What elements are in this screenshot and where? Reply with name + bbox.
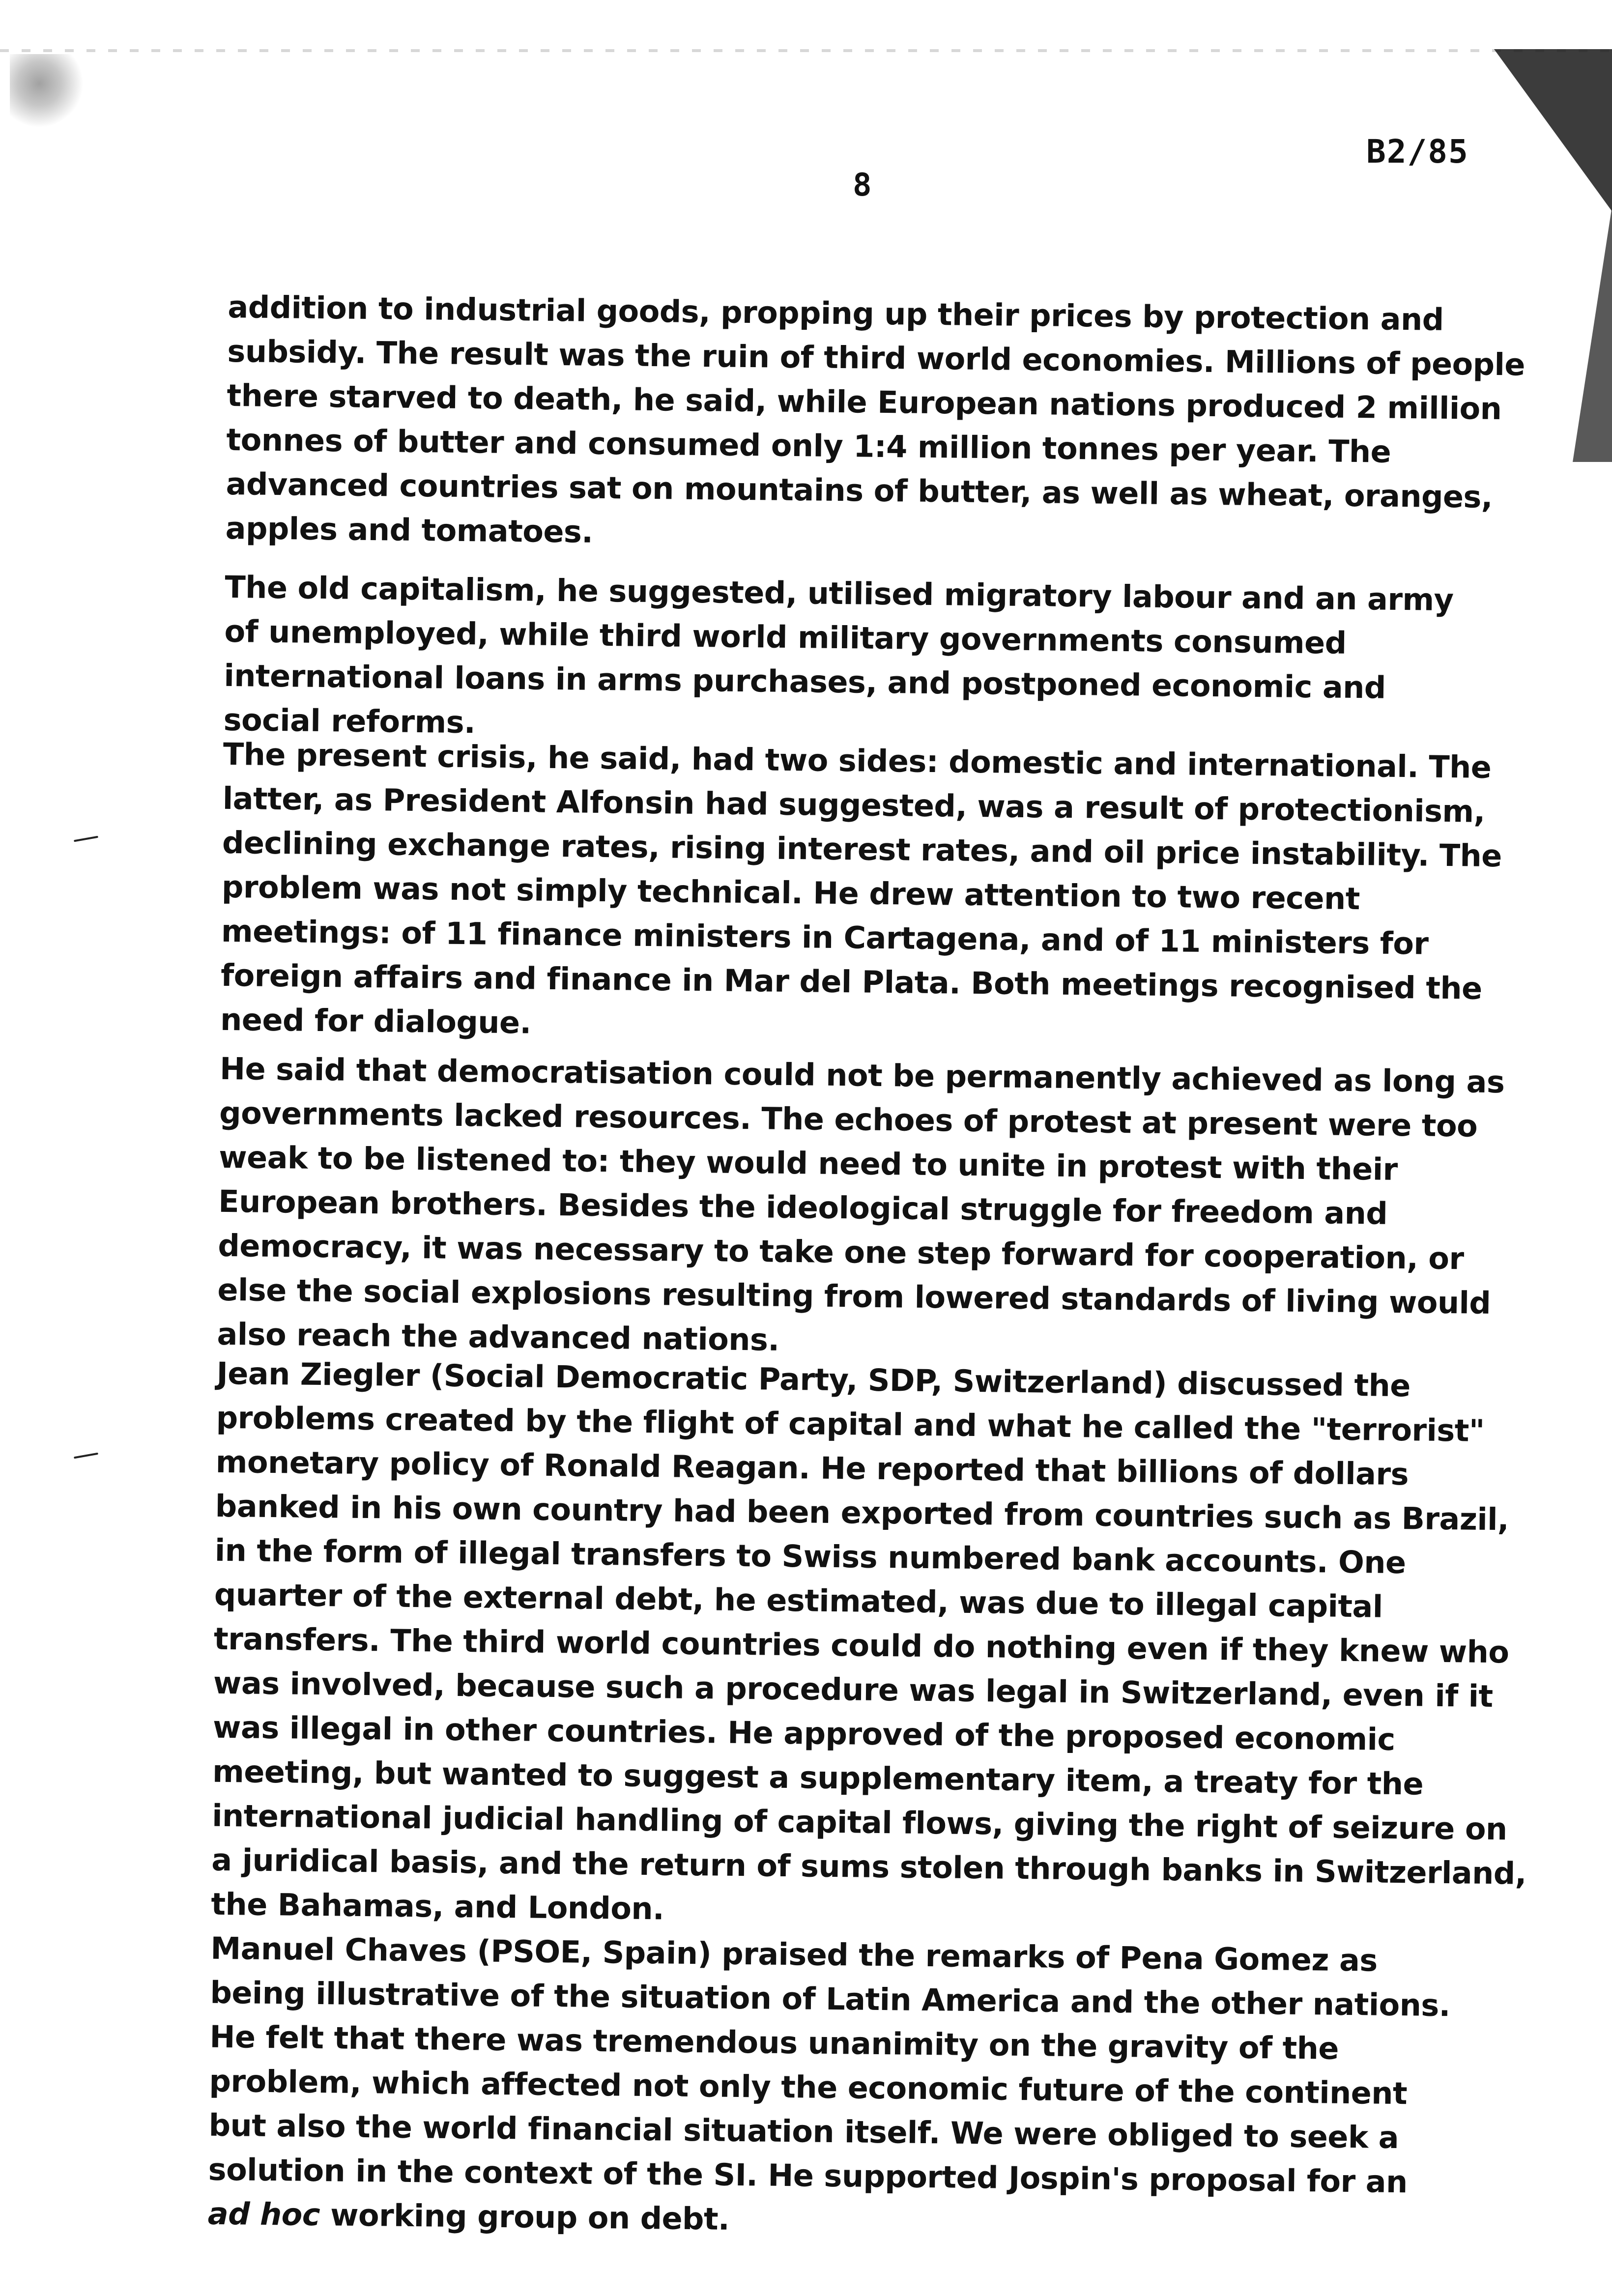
paragraph-1 [225, 285, 1545, 564]
paragraph-text: The present crisis, he said, had two sides: domestic and international. The latter, as President Alfonsin had suggested, was a result of protectionism, declining exchange rates, rising interest rates, and oil price instability. The problem was not simply technical. He drew attention to two recent meetings: of 11 finance ministers in Cartagena, and of 11 ministers for foreign affairs and finance in Mar del Plata. Both meetings recognised the need for dialogue. [220, 736, 1502, 1041]
paragraph-5 [211, 1351, 1534, 1940]
page-number: 8 [853, 167, 872, 203]
scan-artifact-corner-right [1494, 49, 1612, 211]
paragraph-text: addition to industrial goods, propping up their prices by protection and subsidy. The result was the ruin of third world economies. Millions of people there starved to death, he said, while European nations produced 2 million tonnes of butter and consumed only 1:4 million tonnes per year. The advanced countries sat on mountains of butter, as well as wheat, oranges, apples and tomatoes. [225, 288, 1526, 550]
paragraph-text: He said that democratisation could not be permanently achieved as long as governments lacked resources. The echoes of protest at present were too weak to be listened to: they would need to unite in protest with their European brothers. Besides the ideological struggle for freedom and democracy, it was necessary to take one step forward for cooperation, or else the social explosions resulting from lowered standards of living would also reach the advanced nations. [217, 1050, 1505, 1358]
paragraph-3 [220, 732, 1540, 1056]
scan-artifact-corner-left [10, 54, 84, 128]
italic-phrase: ad hoc [207, 2195, 320, 2233]
scan-artifact-top [0, 49, 1612, 52]
paragraph-text: The old capitalism, he suggested, utilised migratory labour and an army of unemployed, while third world military governments consumed international loans in arms purchases, and postponed economic and social reforms. [223, 569, 1454, 741]
paragraph-text-end: working group on debt. [319, 2197, 730, 2237]
document-reference: B2/85 [1366, 133, 1469, 171]
paragraph-6 [207, 1926, 1459, 2249]
paragraph-text: (PSOE, Spain) praised the remarks of Pena Gomez as being illustrative of the situation of Latin America and the other nations. He felt that there was tremendous unanimity on the gravity of the problem, which affected not only the economic future of the continent but also the world financial situation itself. We were obliged to seek a solution in the context of the SI. He supported Jospin's proposal for an [208, 1933, 1451, 2200]
speaker-name: Jean Ziegler [216, 1355, 420, 1394]
margin-mark [74, 1453, 98, 1459]
paragraph-text: (Social Democratic Party, SDP, Switzerland) discussed the problems created by the flight of capital and what he called the "terrorist" monetary policy of Ronald Reagan. He reported that billions of dollars banked in his own country had been exported from countries such as Brazil, in the form of illegal transfers to Swiss numbered bank accounts. One quarter of the external debt, he estimated, was due to illegal capital transfers. The third world countries could do nothing even if they knew who was involved, because such a procedure was legal in Switzerland, even if it was illegal in other countries. He approved of the proposed economic meeting, but wanted to suggest a supplementary item, a treaty for the international judicial handling of capital flows, giving the right of seizure on a juridical basis, and the return of sums stolen through banks in Switzerland, the Bahamas, and London. [211, 1357, 1527, 1927]
paragraph-2 [223, 565, 1464, 755]
paragraph-4 [217, 1047, 1527, 1370]
scan-artifact-edge-right [1573, 206, 1612, 462]
margin-mark [74, 836, 98, 842]
speaker-name: Manuel Chaves [210, 1930, 467, 1969]
